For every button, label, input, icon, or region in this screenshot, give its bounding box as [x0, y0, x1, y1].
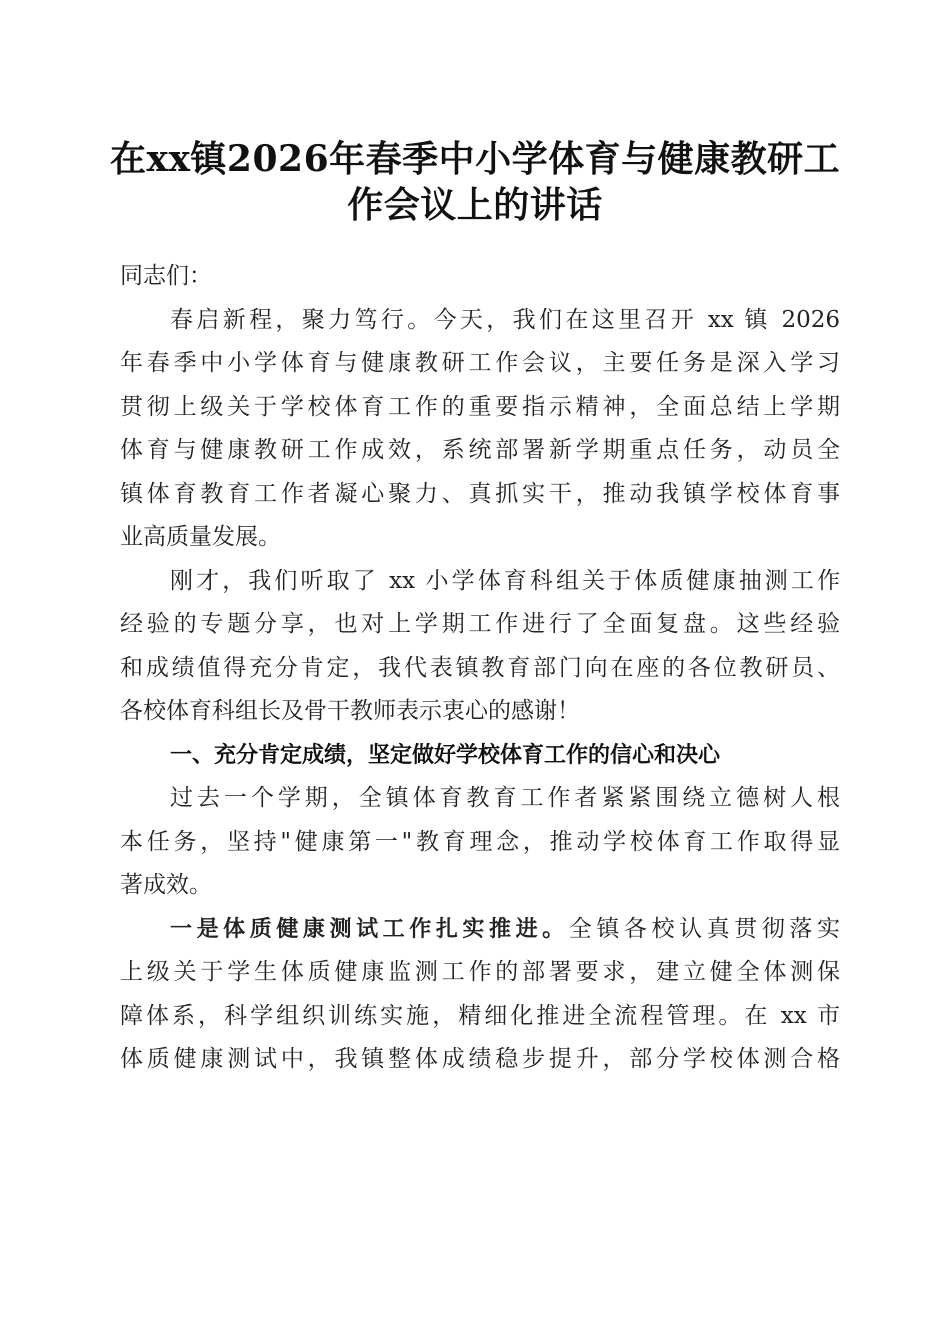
paragraph-line: 著成效。 — [120, 872, 212, 898]
paragraph-line: 过去一个学期，全镇体育教育工作者紧紧围绕立德树人根 — [170, 785, 840, 811]
paragraph-line: 体质健康测试中，我镇整体成绩稳步提升，部分学校体测合格 — [120, 1046, 840, 1072]
paragraph-line: 障体系，科学组织训练实施，精细化推进全流程管理。在 xx 市 — [120, 1002, 840, 1029]
title-line-2: 作会议上的讲话 — [347, 184, 603, 226]
paragraph-line: 上级关于学生体质健康监测工作的部署要求，建立健全体测保 — [120, 959, 840, 985]
paragraph-line: 春启新程，聚力笃行。今天，我们在这里召开 xx 镇 2026 — [170, 306, 840, 333]
paragraph-line: 年春季中小学体育与健康教研工作会议，主要任务是深入学习 — [120, 350, 840, 376]
paragraph-line: 经验的专题分享，也对上学期工作进行了全面复盘。这些经验 — [120, 611, 840, 637]
page-title — [110, 136, 840, 228]
paragraph-line: 和成绩值得充分肯定，我代表镇教育部门向在座的各位教研员、 — [120, 654, 840, 681]
paragraph-line: 镇体育教育工作者凝心聚力、真抓实干，推动我镇学校体育事 — [120, 480, 840, 507]
paragraph-thanks — [120, 560, 840, 734]
paragraph-line: 刚才，我们听取了 xx 小学体育科组关于体质健康抽测工作 — [170, 567, 840, 594]
document-body — [120, 255, 840, 1082]
paragraph-line: 本任务，坚持"健康第一"教育理念，推动学校体育工作取得显 — [120, 828, 840, 855]
point-lead-rest: 全镇各校认真贯彻落实 — [568, 915, 840, 942]
paragraph-line: 体育与健康教研工作成效，系统部署新学期重点任务，动员全 — [120, 437, 840, 463]
paragraph-line: 业高质量发展。 — [120, 524, 281, 550]
paragraph-line: 贯彻上级关于学校体育工作的重要指示精神，全面总结上学期 — [120, 393, 840, 420]
paragraph-line: 各校体育科组长及骨干教师表示衷心的感谢！ — [120, 698, 580, 724]
section-heading: 一、充分肯定成绩，坚定做好学校体育工作的信心和决心 — [170, 742, 721, 768]
paragraph-point-one — [120, 908, 840, 1082]
paragraph-opening — [120, 299, 840, 560]
salutation: 同志们： — [120, 263, 212, 289]
title-line-1: 在xx镇2026年春季中小学体育与健康教研工 — [110, 138, 841, 180]
point-lead: 一是体质健康测试工作扎实推进。 — [170, 916, 569, 942]
paragraph-line — [120, 908, 840, 952]
paragraph-section-intro — [120, 777, 840, 908]
